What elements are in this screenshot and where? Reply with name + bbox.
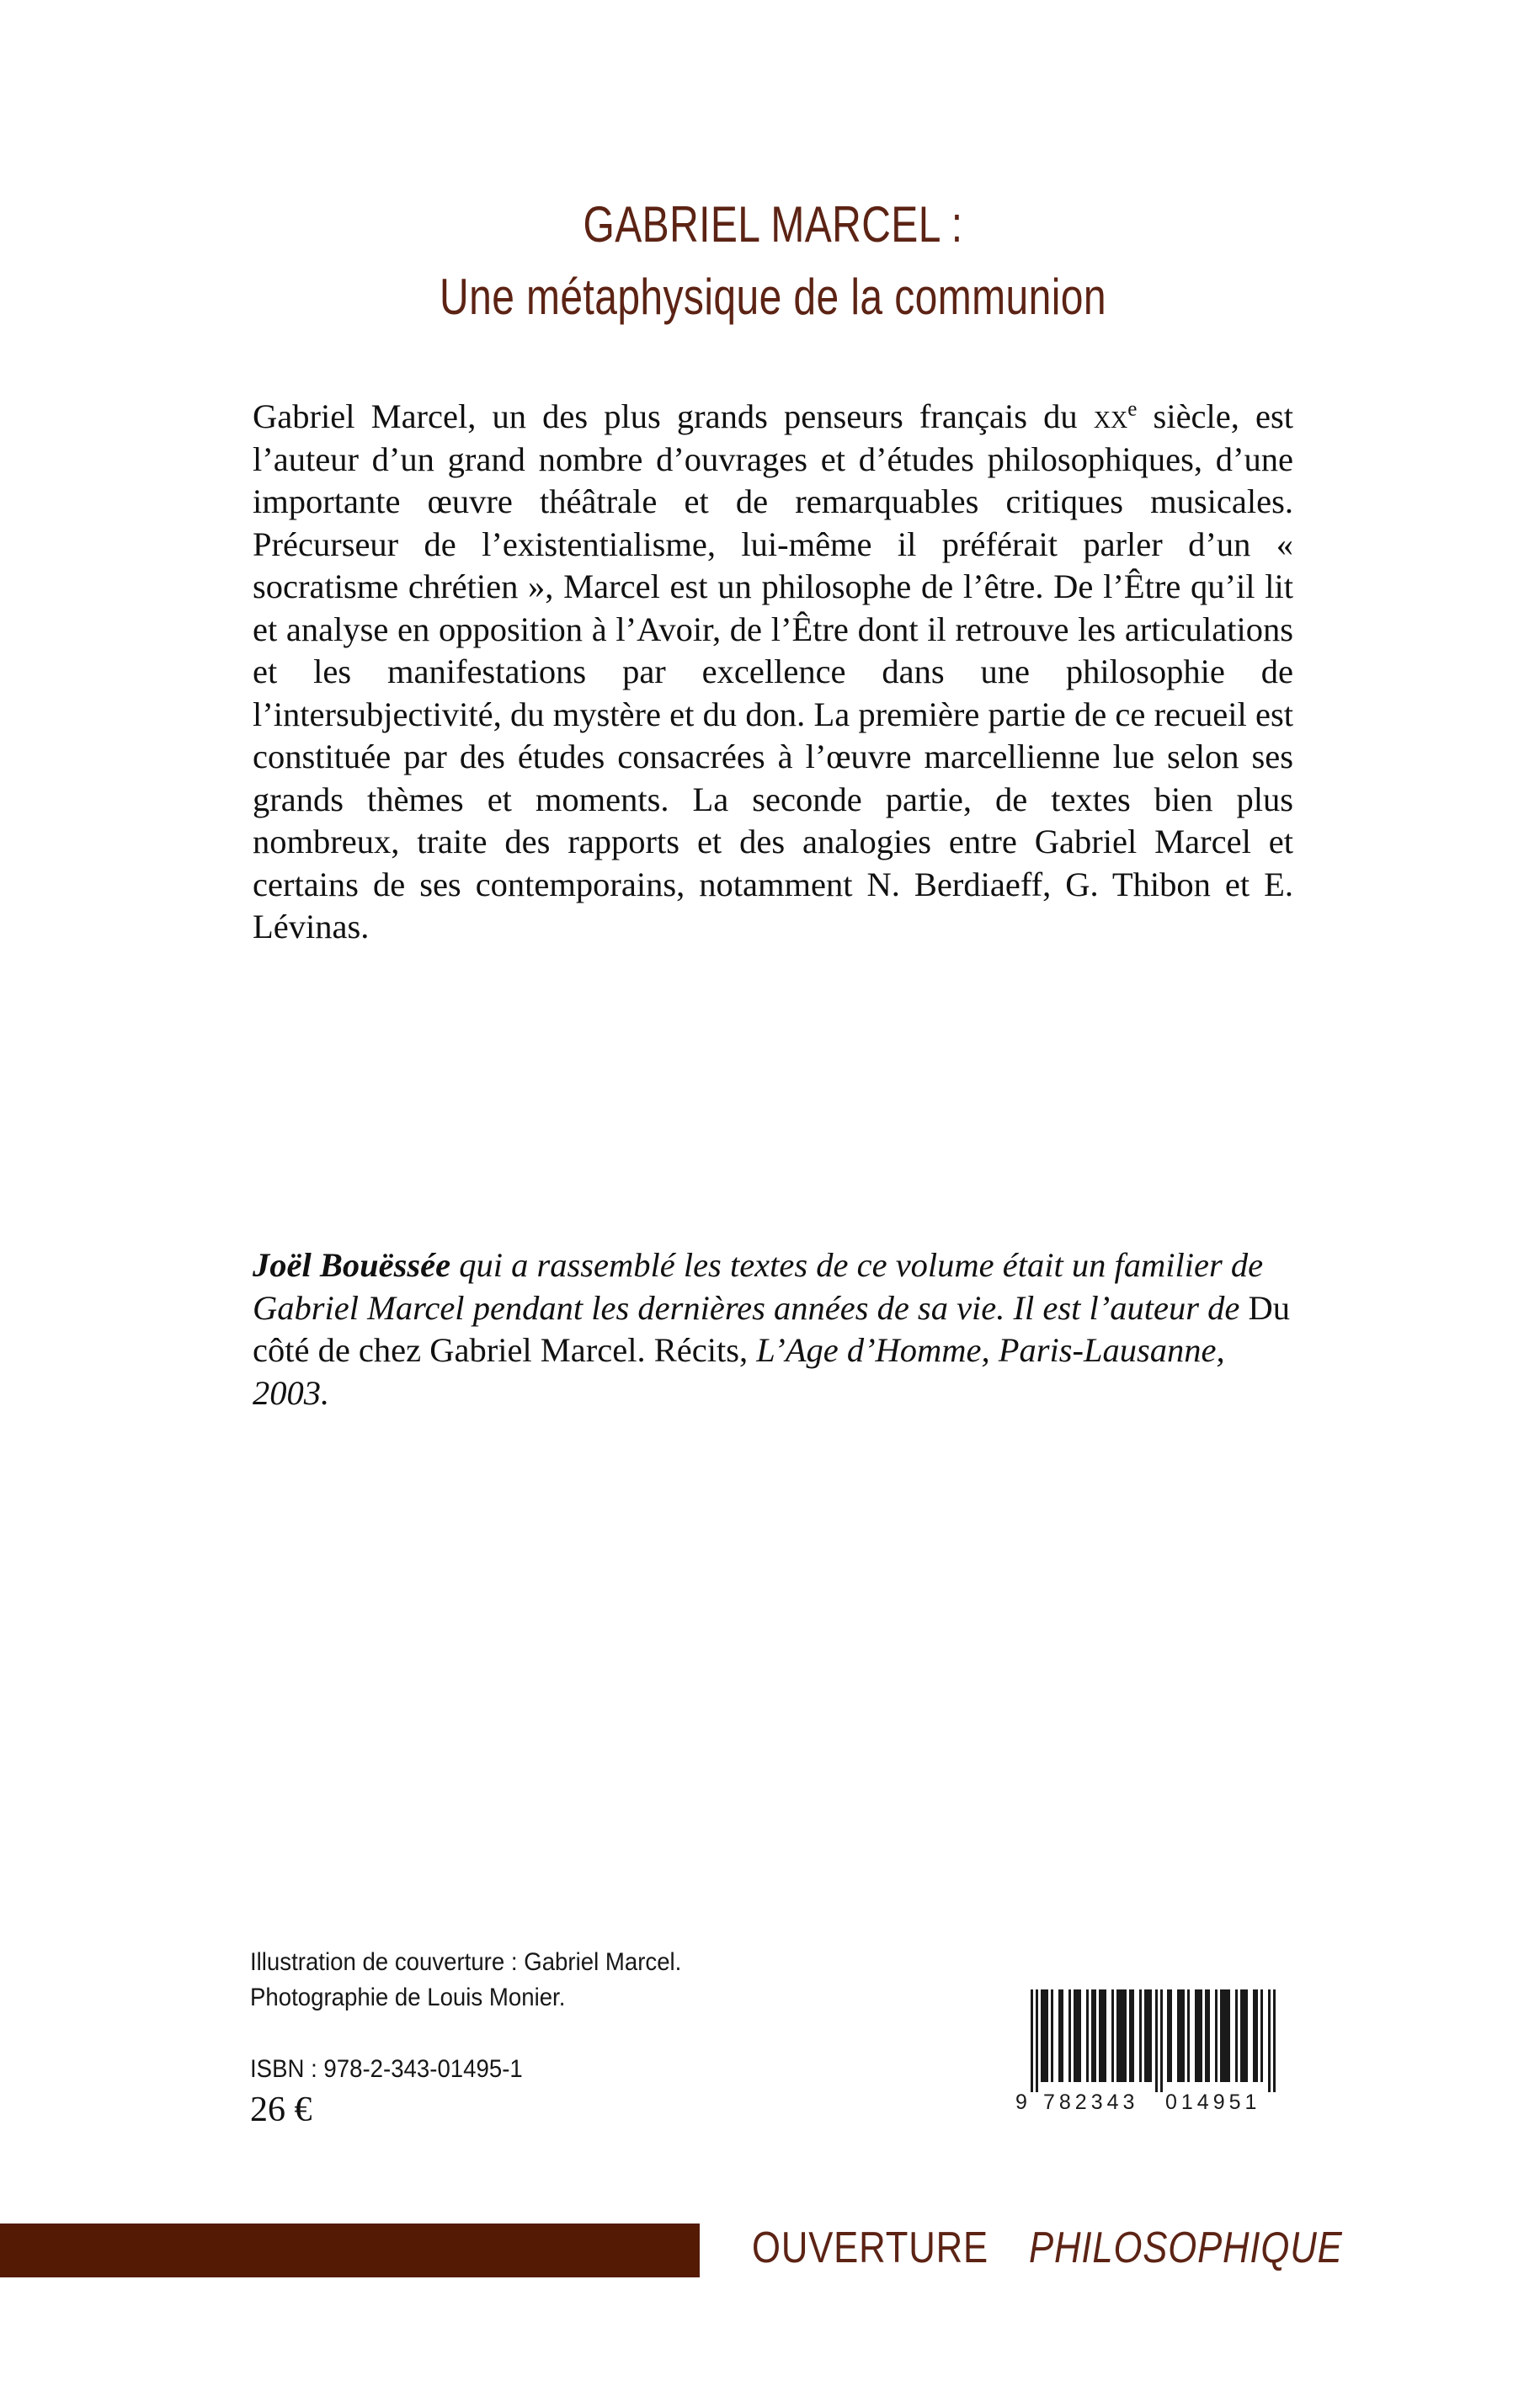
- cover-credits: [250, 1945, 907, 2016]
- brand-color-bar: [0, 2224, 700, 2277]
- cited-book-subtitle: [646, 1331, 654, 1369]
- cover-credit-illustration: Illustration de couverture : Gabriel Marcel.: [250, 1948, 682, 1976]
- description-part-1: Gabriel Marcel, un des plus grands penseurs français du: [253, 397, 1094, 435]
- century-superscript: e: [1127, 397, 1138, 421]
- barcode-group-right: 014951: [1165, 2090, 1261, 2112]
- isbn-label: ISBN : 978-2-343-01495-1: [250, 2055, 523, 2083]
- cited-book-recits: Récits,: [653, 1331, 749, 1369]
- barcode-digit-first: 9: [1015, 2090, 1027, 2112]
- imprint-name: [752, 2221, 1402, 2275]
- barcode-graphic: [1015, 1986, 1285, 2112]
- cover-credit-photograph: Photographie de Louis Monier.: [250, 1984, 566, 2011]
- bio-text-italic: qui a rassemblé les textes de ce volume était un familier de Gabriel Marcel pendant les dernières années de sa vie. Il est l’auteur de: [253, 1246, 1264, 1327]
- imprint-word-ouverture: OUVERTURE: [752, 2224, 989, 2272]
- page-title: [253, 192, 1293, 330]
- page-title-line-1: GABRIEL MARCEL :: [583, 196, 963, 253]
- ean13-barcode: [1015, 1986, 1285, 2112]
- page-title-line-2: Une métaphysique de la communion: [440, 269, 1106, 325]
- editor-name: Joël Bouëssée: [253, 1246, 451, 1284]
- cited-book-publisher: L’Age d’Homme, Paris-Lausanne, 2003.: [253, 1331, 1225, 1412]
- book-description: [253, 396, 1293, 949]
- cited-book-title: Du côté de chez Gabriel Marcel.: [253, 1288, 1290, 1369]
- description-part-2: siècle, est l’auteur d’un grand nombre d’ouvrages et d’études philosophiques, d’une importante œuvre théâtrale et de remarquables critiques musicales. Précurseur de l’existentialisme, lui-même il préférait parler d’un « socratisme chrétien », Marcel est un philosophe de l’être. De l’Être qu’il lit et analyse en opposition à l’Avoir, de l’Être dont il retrouve les articulations et les manifestations par excellence dans une philosophie de l’intersubjectivité, du mystère et du don. La première partie de ce recueil est constituée par des études consacrées à l’œuvre marcellienne lue selon ses grands thèmes et moments. La seconde partie, de textes bien plus nombreux, traite des rapports et des analogies entre Gabriel Marcel et certains de ses contemporains, notamment N. Berdiaeff, G. Thibon et E. Lévinas.: [253, 397, 1293, 945]
- price-label: 26 €: [250, 2090, 312, 2129]
- editor-biography: [253, 1244, 1293, 1414]
- century-numeral: xx: [1093, 397, 1128, 435]
- imprint-word-philosophique: PHILOSOPHIQUE: [1028, 2224, 1343, 2272]
- barcode-group-left: 782343: [1043, 2090, 1139, 2112]
